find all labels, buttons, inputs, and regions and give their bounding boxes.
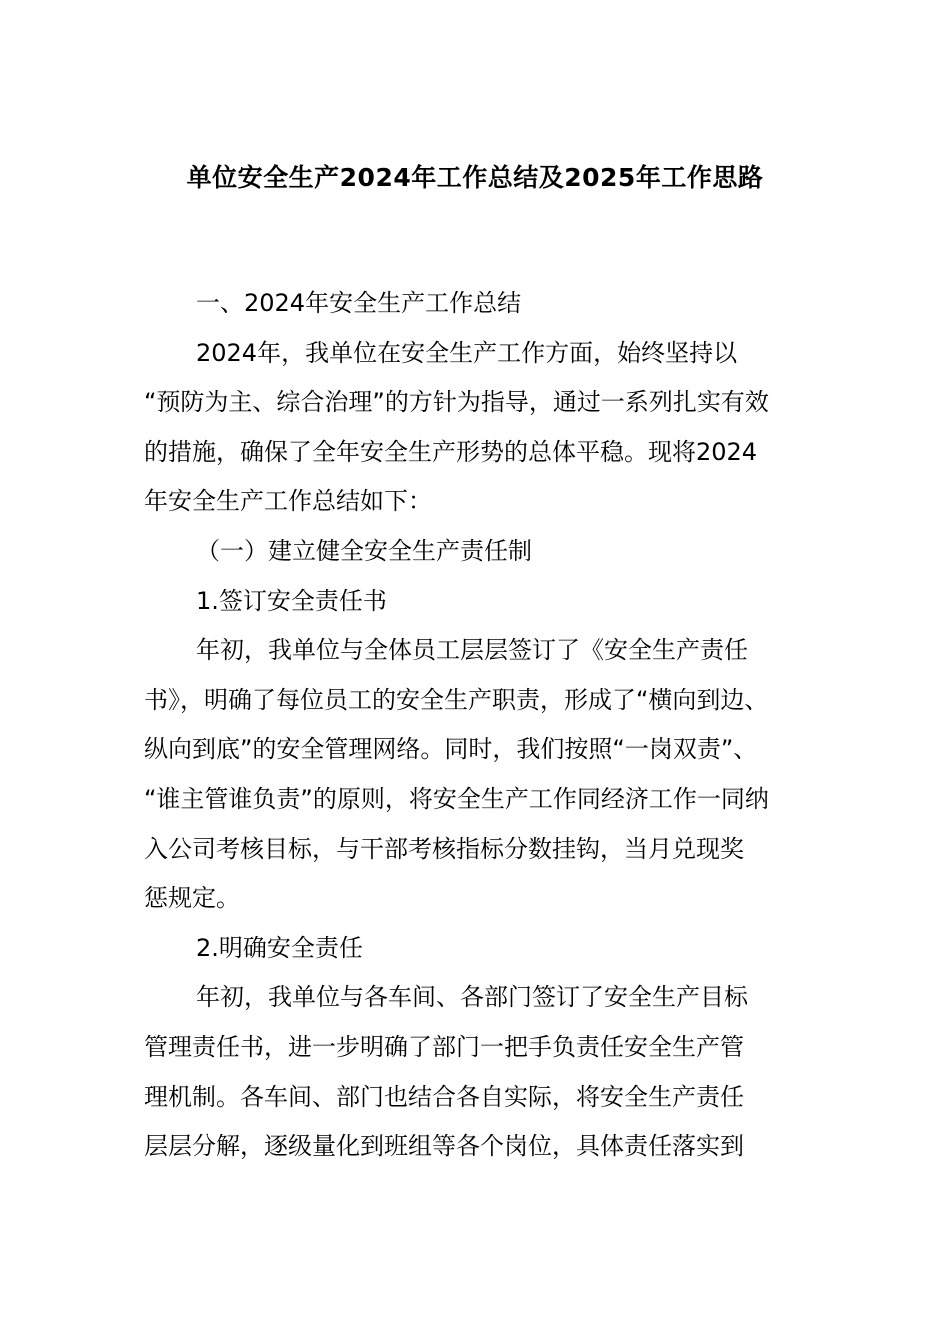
paragraph-line: 2024年，我单位在安全生产工作方面，始终坚持以 xyxy=(196,338,738,367)
section-heading: 一、2024年安全生产工作总结 xyxy=(196,289,522,317)
paragraph-line: 的措施，确保了全年安全生产形势的总体平稳。现将2024 xyxy=(144,437,758,466)
paragraph-line: 年初，我单位与全体员工层层签订了《安全生产责任 xyxy=(196,636,748,665)
paragraph-line: 层层分解，逐级量化到班组等各个岗位，具体责任落实到 xyxy=(144,1132,744,1161)
paragraph-line: 年初，我单位与各车间、各部门签订了安全生产目标 xyxy=(196,983,748,1012)
paragraph-line: 理机制。各车间、部门也结合各自实际，将安全生产责任 xyxy=(144,1082,744,1111)
item-heading: 2.明确安全责任 xyxy=(196,933,363,962)
subsection-heading: （一）建立健全安全生产责任制 xyxy=(196,536,532,565)
document-body xyxy=(144,279,824,1172)
paragraph-line: 纵向到底”的安全管理网络。同时，我们按照“一岗双责”、 xyxy=(144,735,758,764)
paragraph-line: 惩规定。 xyxy=(144,884,240,913)
paragraph-line: 年安全生产工作总结如下： xyxy=(144,487,432,516)
paragraph-line: 管理责任书，进一步明确了部门一把手负责任安全生产管 xyxy=(144,1032,744,1061)
paragraph-line: “预防为主、综合治理”的方针为指导，通过一系列扎实有效 xyxy=(144,388,769,417)
paragraph-line: “谁主管谁负责”的原则，将安全生产工作同经济工作一同纳 xyxy=(144,784,769,813)
paragraph-line: 入公司考核目标，与干部考核指标分数挂钩，当月兑现奖 xyxy=(144,834,744,863)
paragraph-line: 书》，明确了每位员工的安全生产职责，形成了“横向到边、 xyxy=(144,685,769,714)
item-heading: 1.签订安全责任书 xyxy=(196,586,387,615)
document-title: 单位安全生产2024年工作总结及2025年工作思路 xyxy=(186,163,764,192)
